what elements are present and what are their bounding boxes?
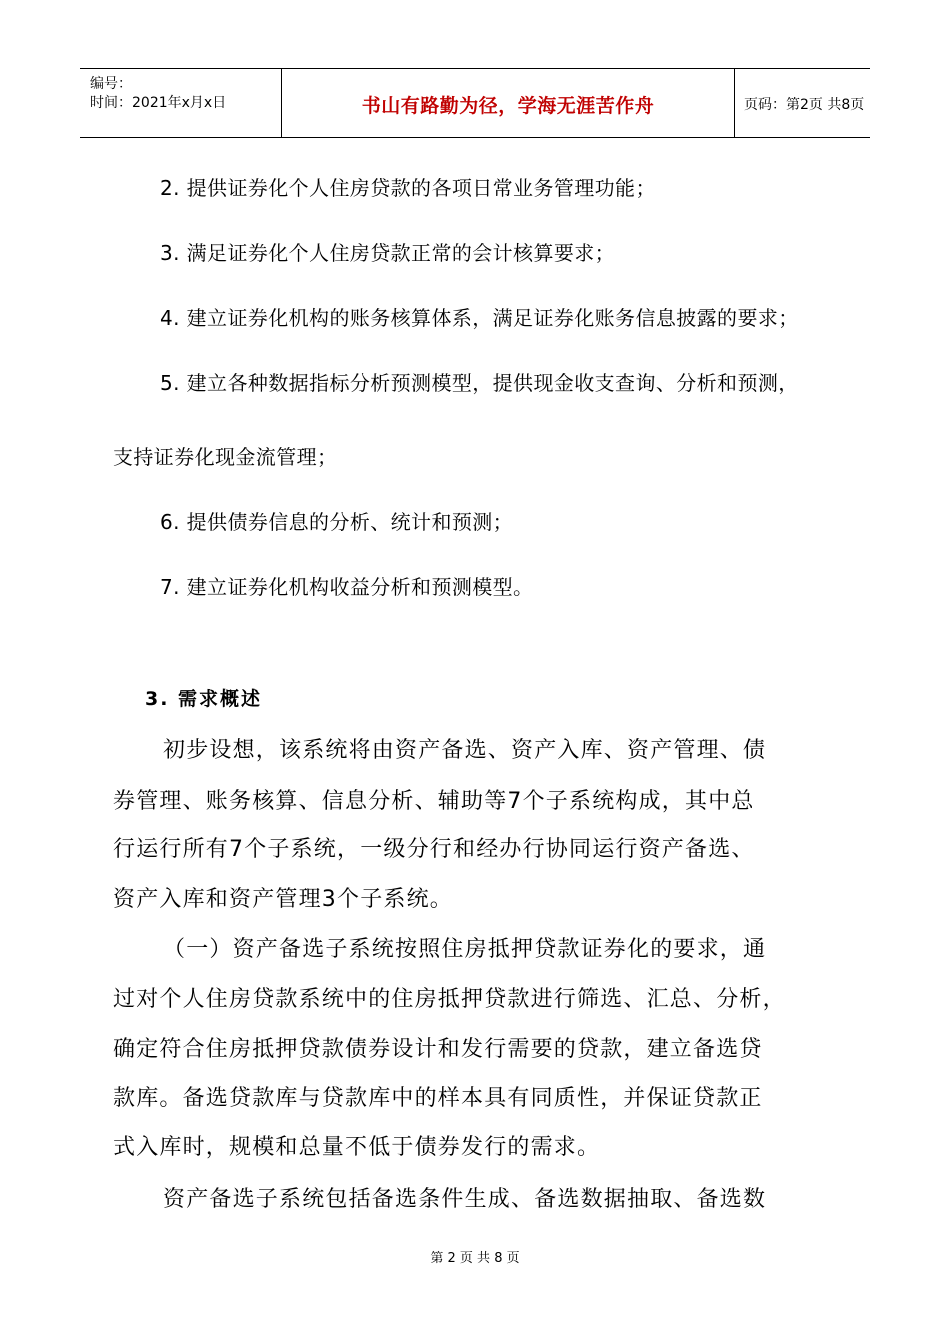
list-item: 6. 提供债券信息的分析、统计和预测； (160, 510, 514, 534)
number-label: 编号： (90, 76, 132, 92)
list-item: 5. 建立各种数据指标分析预测模型，提供现金收支查询、分析和预测， (160, 371, 799, 395)
paragraph-line: 过对个人住房贷款系统中的住房抵押贷款进行筛选、汇总、分析， (113, 987, 786, 1012)
header-right-cell (734, 69, 870, 137)
paragraph-line: 确定符合住房抵押贷款债券设计和发行需要的贷款，建立备选贷 (113, 1037, 763, 1062)
header-middle-cell (281, 69, 735, 137)
page-header (80, 68, 870, 138)
list-item: 3. 满足证券化个人住房贷款正常的会计核算要求； (160, 241, 616, 265)
paragraph-line: （一）资产备选子系统按照住房抵押贷款证券化的要求，通 (163, 937, 767, 962)
paragraph-line: 资产备选子系统包括备选条件生成、备选数据抽取、备选数 (163, 1187, 767, 1212)
time-label: 时间：2021年x月x日 (90, 95, 227, 111)
page-footer: 第 2 页 共 8 页 (430, 1251, 520, 1266)
list-item-continuation: 支持证券化现金流管理； (113, 445, 338, 469)
paragraph-line: 初步设想，该系统将由资产备选、资产入库、资产管理、债 (163, 738, 767, 763)
paragraph-line: 款库。备选贷款库与贷款库中的样本具有同质性，并保证贷款正 (113, 1086, 763, 1111)
section-heading: 3. 需求概述 (145, 688, 263, 710)
header-left-cell (80, 69, 281, 137)
paragraph-line: 行运行所有7个子系统，一级分行和经办行协同运行资产备选、 (113, 837, 755, 862)
list-item: 4. 建立证券化机构的账务核算体系，满足证券化账务信息披露的要求； (160, 306, 799, 330)
paragraph-line: 式入库时，规模和总量不低于债券发行的需求。 (113, 1135, 601, 1160)
list-item: 7. 建立证券化机构收益分析和预测模型。 (160, 575, 534, 599)
paragraph-line: 资产入库和资产管理3个子系统。 (113, 887, 453, 912)
paragraph-line: 券管理、账务核算、信息分析、辅助等7个子系统构成，其中总 (113, 789, 755, 814)
list-item: 2. 提供证券化个人住房贷款的各项日常业务管理功能； (160, 176, 656, 200)
page-label: 页码：第2页 共8页 (744, 97, 865, 113)
motto: 书山有路勤为径，学海无涯苦作舟 (361, 95, 655, 117)
